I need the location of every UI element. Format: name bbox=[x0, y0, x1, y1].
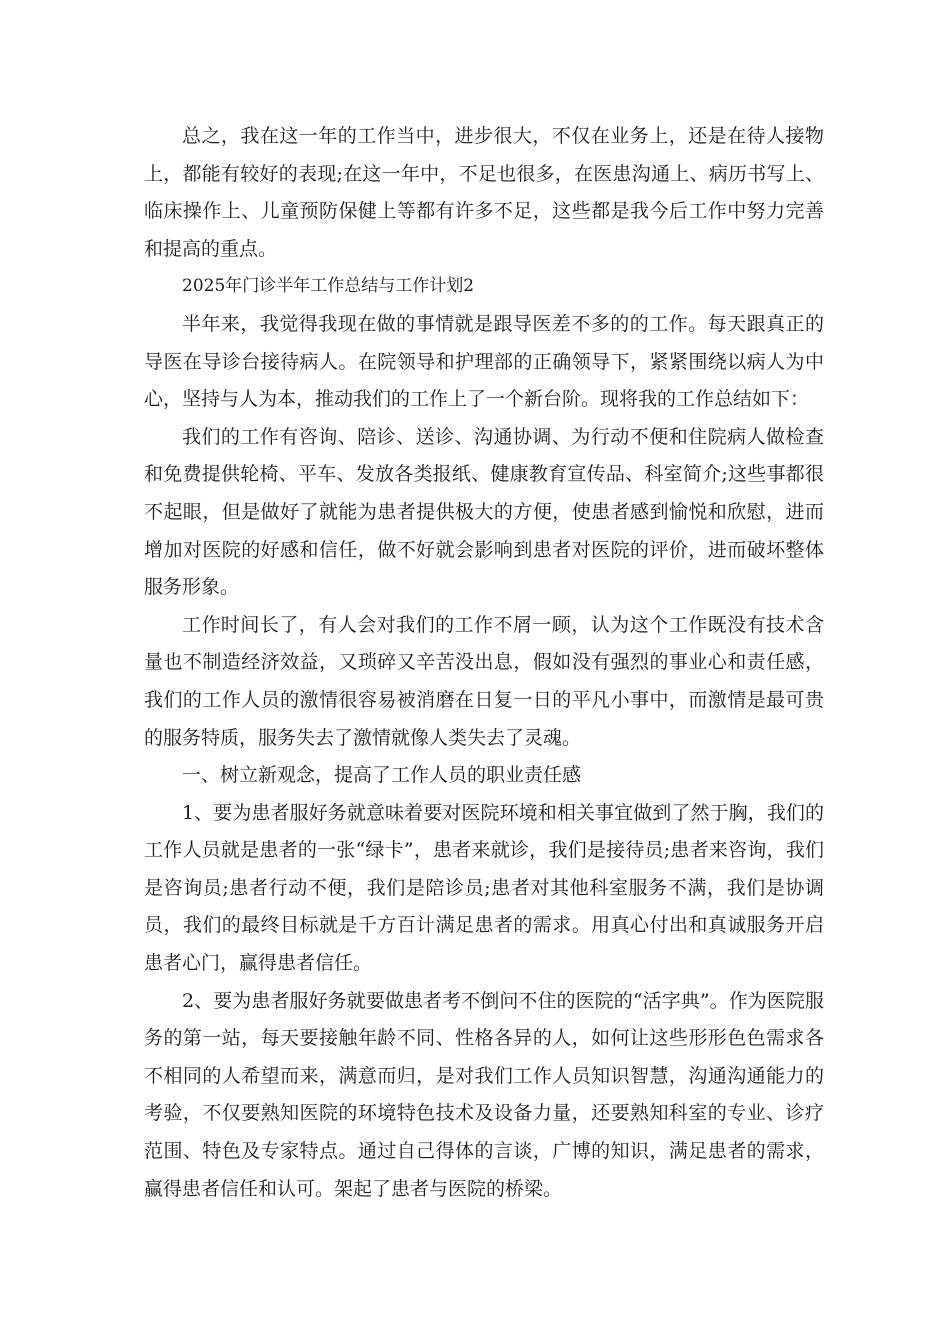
paragraph-item-1: 1、要为患者服好务就意味着要对医院环境和相关事宜做到了然于胸，我们的工作人员就是患者的一张“绿卡”，患者来就诊，我们是接待员;患者来咨询，我们是咨询员;患者行动不便，我们是陪诊员;患者对其他科室服务不满，我们是协调员，我们的最终目标就是千方百计满足患者的需求。用真心付出和真诚服务开启患者心门，赢得患者信任。 bbox=[144, 801, 824, 975]
document-body bbox=[144, 118, 824, 1208]
paragraph-duties: 我们的工作有咨询、陪诊、送诊、沟通协调、为行动不便和住院病人做检查和免费提供轮椅、平车、发放各类报纸、健康教育宣传品、科室简介;这些事都很不起眼，但是做好了就能为患者提供极大的方便，使患者感到愉悦和欣慰，进而增加对医院的好感和信任，做不好就会影响到患者对医院的评价，进而破坏整体服务形象。 bbox=[144, 425, 824, 599]
paragraph-passion: 工作时间长了，有人会对我们的工作不屑一顾，认为这个工作既没有技术含量也不制造经济效益，又琐碎又辛苦没出息，假如没有强烈的事业心和责任感，我们的工作人员的激情很容易被消磨在日复一日的平凡小事中，而激情是最可贵的服务特质，服务失去了激情就像人类失去了灵魂。 bbox=[144, 613, 824, 749]
paragraph-item-2: 2、要为患者服好务就要做患者考不倒问不住的医院的“活字典”。作为医院服务的第一站，每天要接触年龄不同、性格各异的人，如何让这些形形色色需求各不相同的人希望而来，满意而归，是对我们工作人员知识智慧，沟通沟通能力的考验，不仅要熟知医院的环境特色技术及设备力量，还要熟知科室的专业、诊疗范围、特色及专家特点。通过自己得体的言谈，广博的知识，满足患者的需求，赢得患者信任和认可。架起了患者与医院的桥梁。 bbox=[144, 989, 824, 1200]
paragraph-intro: 半年来，我觉得我现在做的事情就是跟导医差不多的的工作。每天跟真正的导医在导诊台接待病人。在院领导和护理部的正确领导下，紧紧围绕以病人为中心，坚持与人为本，推动我们的工作上了一个新台阶。现将我的工作总结如下： bbox=[144, 312, 824, 411]
paragraph-summary: 总之，我在这一年的工作当中，进步很大，不仅在业务上，还是在待人接物上，都能有较好的表现;在这一年中，不足也很多，在医患沟通上、病历书写上、临床操作上、儿童预防保健上等都有许多不足，这些都是我今后工作中努力完善和提高的重点。 bbox=[144, 125, 824, 260]
subheading-concept: 一、树立新观念，提高了工作人员的职业责任感 bbox=[182, 764, 582, 787]
section-title: 2025年门诊半年工作总结与工作计划2 bbox=[182, 276, 475, 297]
